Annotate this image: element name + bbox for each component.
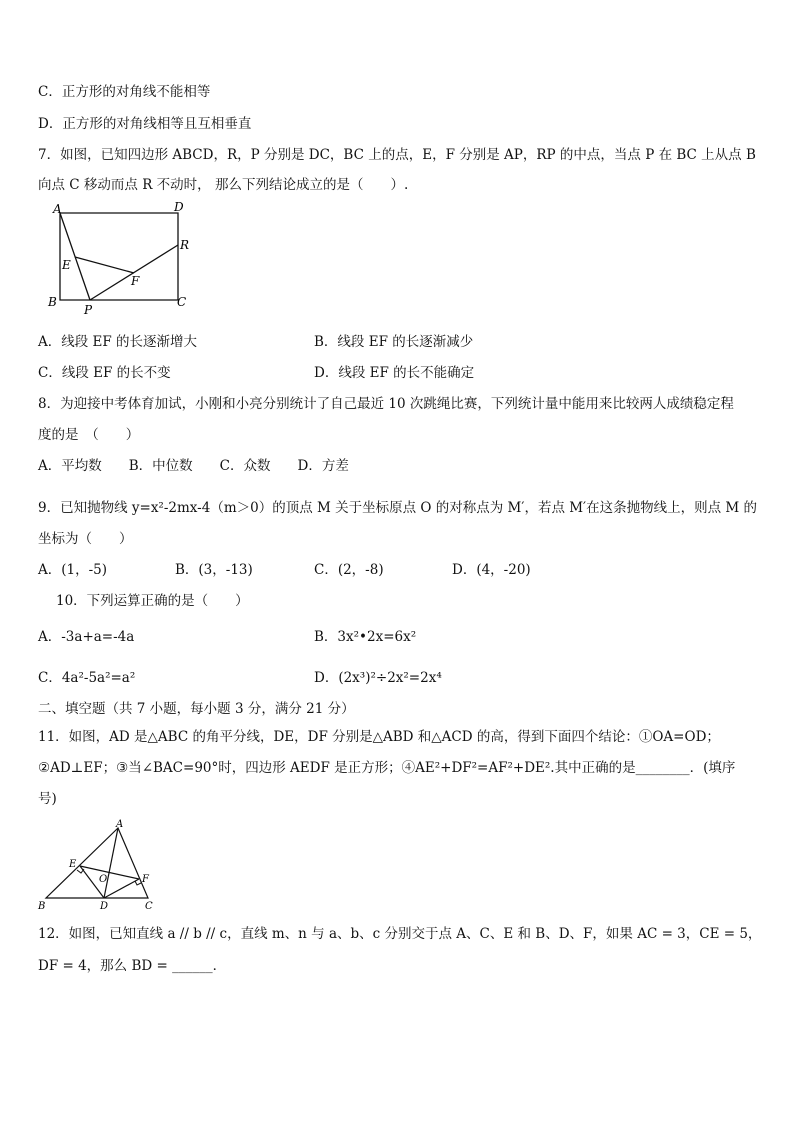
q7-label-a: A (53, 202, 62, 216)
section2-heading: 二、填空题（共 7 小题，每小题 3 分，满分 21 分） (38, 701, 355, 717)
q10-option-d: D．(2x³)²÷2x²=2x⁴ (314, 670, 442, 686)
q7-label-d: D (174, 200, 184, 214)
q7-option-c: C．线段 EF 的长不变 (38, 365, 171, 381)
q11-label-e: E (69, 859, 77, 870)
q10-option-c: C．4a²-5a²=a² (38, 670, 136, 686)
q7-segment-ap (60, 213, 90, 300)
q11-label-a: A (116, 819, 124, 830)
q9-option-c: C．(2，-8) (314, 562, 384, 578)
q11-label-b: B (38, 901, 46, 912)
q11-triangle-abc (46, 828, 148, 898)
q9-stem-line2: 坐标为（ ） (38, 531, 133, 547)
q7-label-r: R (180, 238, 190, 252)
q11-label-c: C (145, 901, 153, 912)
q11-segment-ad (104, 828, 118, 898)
q9-option-d: D．(4，-20) (452, 562, 531, 578)
q11-label-f: F (142, 874, 149, 885)
q11-stem-line1: 11．如图，AD 是△ABC 的角平分线，DE，DF 分别是△ABD 和△ACD 的高，得到下面四个结论：①OA=OD； (38, 729, 720, 745)
q8-options: A．平均数 B．中位数 C．众数 D．方差 (38, 458, 349, 474)
q8-stem-line2: 度的是 （ ） (38, 427, 140, 443)
q11-label-d: D (100, 901, 109, 912)
q7-label-e: E (62, 258, 71, 272)
q7-label-c: C (177, 295, 187, 309)
q7-label-f: F (131, 274, 140, 288)
q9-option-b: B．(3，-13) (175, 562, 253, 578)
q11-stem-line3: 号) (38, 791, 57, 807)
q11-segment-df (104, 879, 139, 898)
q7-stem-line1: 7．如图，已知四边形 ABCD，R，P 分别是 DC，BC 上的点，E，F 分别是 AP，RP 的中点，当点 P 在 BC 上从点 B (38, 147, 756, 163)
q11-figure (36, 818, 166, 912)
q7-option-a: A．线段 EF 的长逐渐增大 (38, 334, 198, 350)
q12-stem-line2: DF = 4，那么 BD = ______． (38, 958, 227, 974)
q7-label-b: B (48, 295, 57, 309)
q10-option-b: B．3x²•2x=6x² (314, 629, 417, 645)
q11-label-o: O (99, 874, 108, 885)
q7-option-b: B．线段 EF 的长逐渐减少 (314, 334, 474, 350)
q9-stem-line1: 9．已知抛物线 y=x²-2mx-4（m＞0）的顶点 M 关于坐标原点 O 的对称点为 M′，若点 M′在这条抛物线上，则点 M 的 (38, 500, 758, 516)
q7-stem-line2: 向点 C 移动而点 R 不动时， 那么下列结论成立的是（ ）. (38, 177, 409, 193)
q11-right-angle-e (77, 869, 84, 873)
q11-right-angle-f (135, 881, 141, 885)
q10-stem: 10．下列运算正确的是（ ） (56, 593, 249, 609)
q6-option-c: C．正方形的对角线不能相等 (38, 84, 211, 100)
q7-option-d: D．线段 EF 的长不能确定 (314, 365, 475, 381)
q7-figure (40, 200, 200, 320)
q9-option-a: A．(1，-5) (38, 562, 108, 578)
q8-stem-line1: 8．为迎接中考体育加试，小刚和小亮分别统计了自己最近 10 次跳绳比赛，下列统计量中能用来比较两人成绩稳定程 (38, 396, 734, 412)
q11-stem-line2: ②AD⊥EF；③当∠BAC=90°时，四边形 AEDF 是正方形；④AE²+DF²=AF²+DE².其中正确的是________．(填序 (38, 760, 736, 776)
q12-stem-line1: 12．如图，已知直线 a // b // c，直线 m、n 与 a、b、c 分别交于点 A、C、E 和 B、D、F，如果 AC = 3，CE = 5， (38, 926, 762, 942)
q6-option-d: D．正方形的对角线相等且互相垂直 (38, 116, 252, 132)
q7-label-p: P (84, 303, 93, 317)
q10-option-a: A．-3a+a=-4a (38, 629, 135, 645)
q7-segment-ef (75, 257, 134, 273)
